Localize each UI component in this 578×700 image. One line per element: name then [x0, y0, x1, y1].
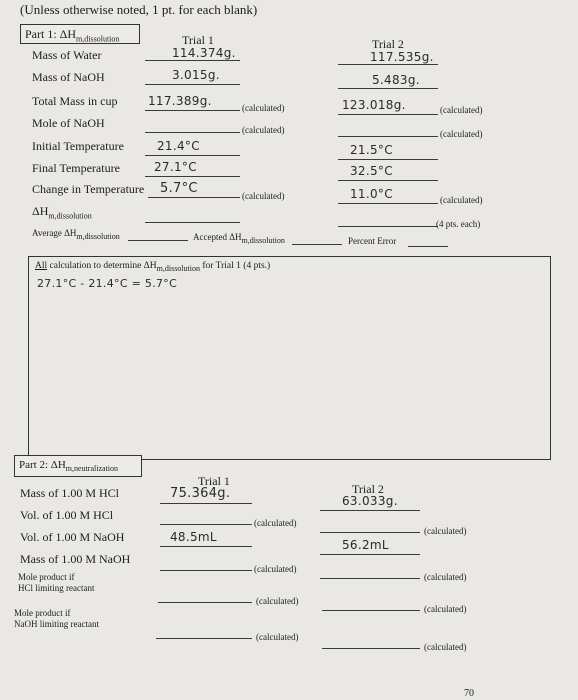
- calculated-note: (calculated): [440, 195, 483, 205]
- calculated-note: (calculated): [256, 596, 299, 606]
- four-pts-note: (4 pts. each): [436, 219, 481, 229]
- calculated-note: (calculated): [254, 518, 297, 528]
- part1-trial2-header: Trial 2: [372, 37, 404, 51]
- page-number: 70: [464, 688, 474, 699]
- percent-error-label: Percent Error: [348, 236, 397, 246]
- calculation-work: 27.1°C - 21.4°C = 5.7°C: [37, 277, 178, 290]
- total-mass-trial2: 123.018g.: [342, 98, 406, 112]
- calculation-box-label: All calculation to determine $\Delta H_{m,dissolution}$ for Trial 1 (4 pts.): [35, 261, 271, 273]
- initial-temp-trial2: 21.5°C: [350, 143, 393, 157]
- final-temp-label: Final Temperature: [32, 161, 120, 175]
- mass-hcl-label: Mass of 1.00 M HCl: [20, 486, 120, 500]
- mole-naoh-label: Mole of NaOH: [32, 116, 105, 130]
- calculated-note: (calculated): [242, 191, 285, 201]
- calculated-note: (calculated): [242, 125, 285, 135]
- mass-water-label: Mass of Water: [32, 48, 102, 62]
- mass-naoh-label: Mass of NaOH: [32, 70, 105, 84]
- part1-title-tab: [20, 24, 140, 44]
- initial-temp-label: Initial Temperature: [32, 139, 124, 153]
- mass-hcl-trial2: 63.033g.: [342, 494, 398, 508]
- part1-title: Part 1: $\Delta H_{m,dissolution}$: [25, 27, 120, 44]
- part2-title: Part 2: $\Delta H_{m,neutralization}$: [19, 459, 118, 474]
- vol-naoh-trial2: 56.2mL: [342, 538, 389, 552]
- calculated-note: (calculated): [424, 642, 467, 652]
- calculation-box: [28, 256, 551, 460]
- final-temp-trial1: 27.1°C: [154, 160, 197, 174]
- calculated-note: (calculated): [440, 105, 483, 115]
- calculated-note: (calculated): [242, 103, 285, 113]
- initial-temp-trial1: 21.4°C: [157, 139, 200, 153]
- vol-naoh-label: Vol. of 1.00 M NaOH: [20, 530, 125, 544]
- mole-hcl-limiting-label: Mole product if HCl limiting reactant: [18, 572, 95, 593]
- mass-naoh-trial2: 5.483g.: [372, 73, 420, 87]
- mass-water-trial1: 114.374g.: [172, 46, 236, 60]
- change-temp-trial1: 5.7°C: [160, 181, 198, 196]
- mass-naoh-2-label: Mass of 1.00 M NaOH: [20, 552, 131, 566]
- mass-naoh-trial1: 3.015g.: [172, 68, 220, 82]
- calculated-note: (calculated): [254, 564, 297, 574]
- total-mass-label: Total Mass in cup: [32, 94, 118, 108]
- calculated-note: (calculated): [440, 129, 483, 139]
- mole-naoh-limiting-label: Mole product if NaOH limiting reactant: [14, 608, 99, 629]
- vol-hcl-label: Vol. of 1.00 M HCl: [20, 508, 114, 522]
- calculated-note: (calculated): [424, 604, 467, 614]
- vol-naoh-trial1: 48.5mL: [170, 530, 217, 544]
- calculated-note: (calculated): [256, 632, 299, 642]
- calculated-note: (calculated): [424, 526, 467, 536]
- change-temp-trial2: 11.0°C: [350, 187, 393, 201]
- part2-title-tab: [14, 455, 142, 477]
- calculated-note: (calculated): [424, 572, 467, 582]
- change-temp-label: Change in Temperature: [32, 182, 145, 196]
- part1-trial1-header: Trial 1: [182, 33, 214, 47]
- average-dh-label: Average $\Delta H_{m,dissolution}$: [32, 228, 120, 241]
- part2-trial2-header: Trial 2: [352, 482, 384, 496]
- page-header: (Unless otherwise noted, 1 pt. for each blank): [20, 2, 258, 17]
- total-mass-trial1: 117.389g.: [148, 94, 212, 108]
- accepted-dh-label: Accepted $\Delta H_{m,dissolution}$: [193, 232, 285, 245]
- part2-trial1-header: Trial 1: [198, 474, 230, 488]
- mass-hcl-trial1: 75.364g.: [170, 486, 231, 501]
- final-temp-trial2: 32.5°C: [350, 164, 393, 178]
- dh-dissolution-label: $\Delta H_{m,dissolution}$: [32, 204, 92, 221]
- mass-water-trial2: 117.535g.: [370, 50, 434, 64]
